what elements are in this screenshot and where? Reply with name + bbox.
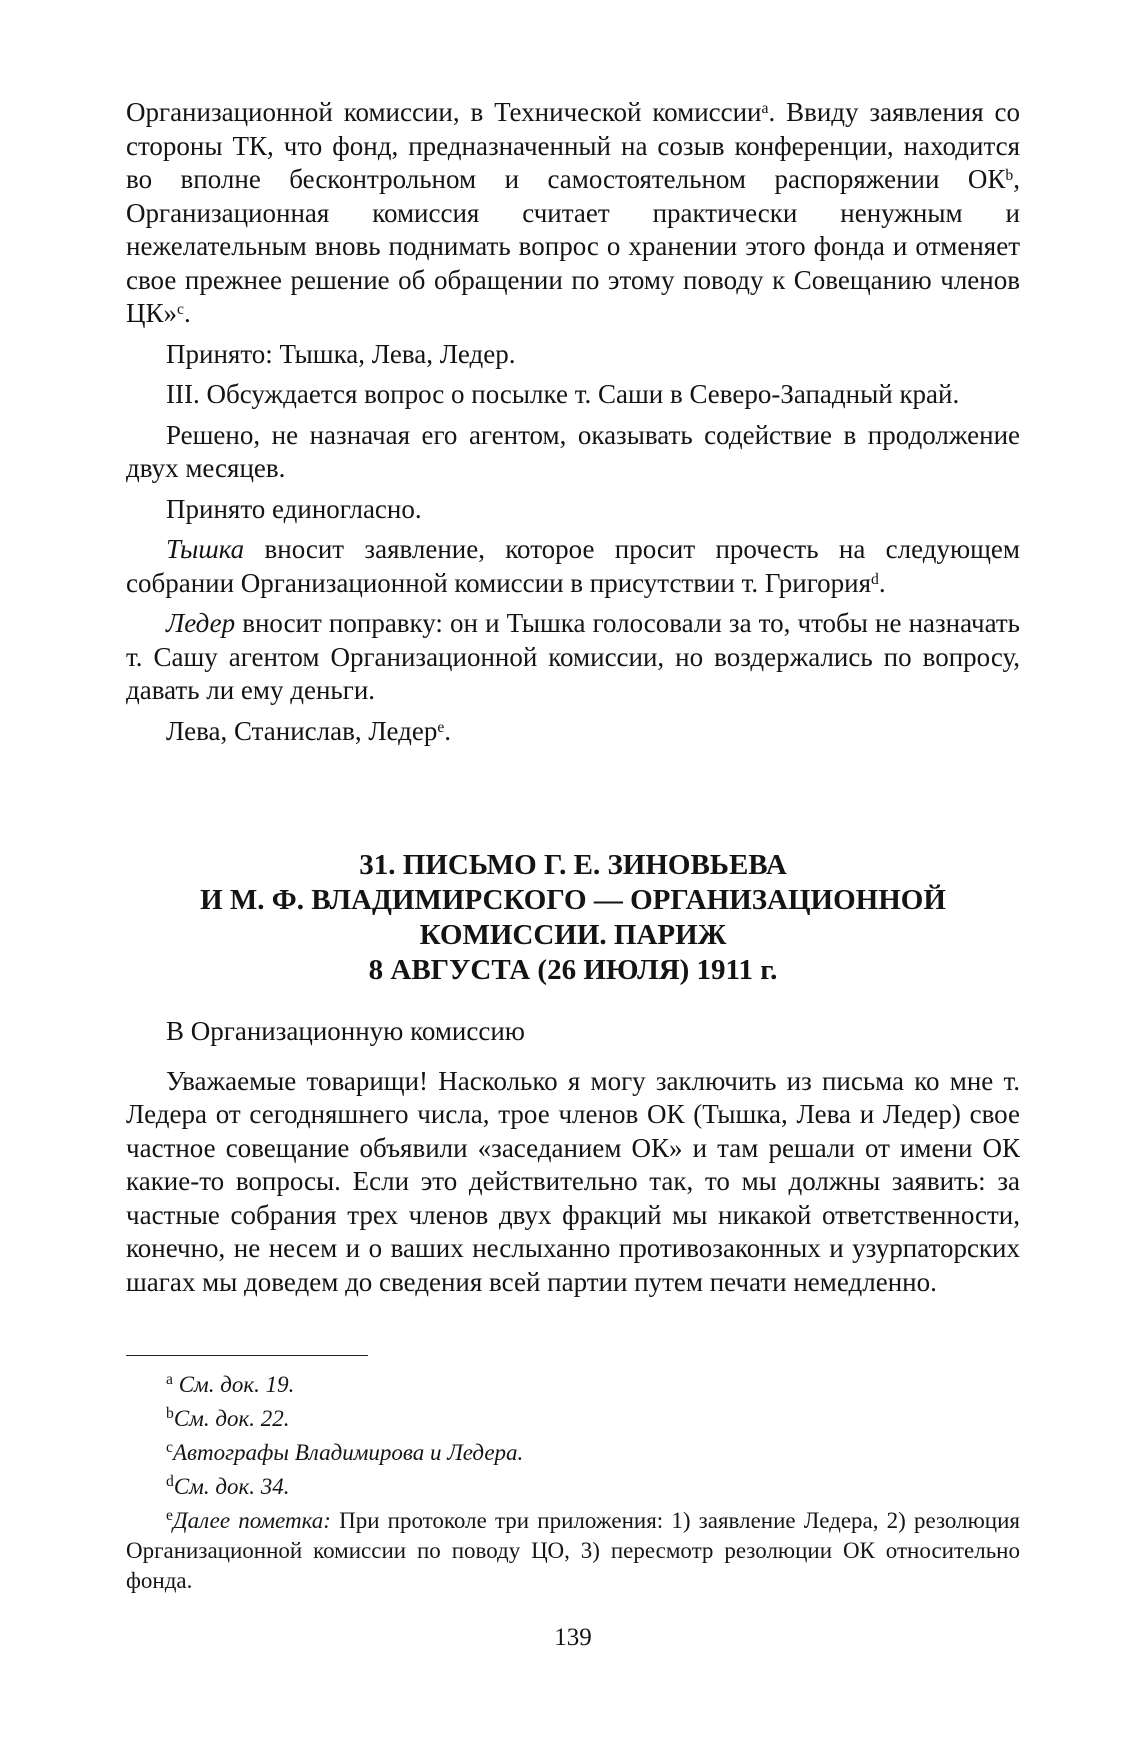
text-run: Лева, Станислав, Ледер xyxy=(166,715,438,746)
text-run: Организационной комиссии, в Технической комиссии xyxy=(126,97,762,127)
page-number: 139 xyxy=(554,1624,592,1651)
paragraph: Принято: Тышка, Лева, Ледер. xyxy=(166,338,516,369)
text-run: вносит поправку: он и Тышка голосовали за то, чтобы не назначать т. Сашу агентом Организационной комиссии, но воздержались по вопросу, давать ли ему деньги. xyxy=(126,608,1020,705)
paragraph: Решено, не назначая его агентом, оказывать содействие в продолжение двух месяцев. xyxy=(126,419,1020,483)
footnote-ref: c xyxy=(177,301,184,319)
footnote-mark: b xyxy=(166,1405,174,1423)
letter-address: В Организационную комиссию xyxy=(166,1016,525,1046)
text-run: . xyxy=(444,715,452,746)
footnote xyxy=(126,1438,1020,1468)
footnote-mark: d xyxy=(166,1473,174,1491)
paragraph: Принято единогласно. xyxy=(166,493,422,524)
footnote xyxy=(126,1472,1020,1502)
text-run: . xyxy=(878,567,886,598)
footnote-ref: e xyxy=(437,718,445,736)
heading-line: 8 АВГУСТА (26 ИЮЛЯ) 1911 г. xyxy=(368,954,778,986)
paragraph xyxy=(126,533,1020,600)
text-run: . xyxy=(183,298,191,328)
text-run: . Ввиду заявления со стороны ТК, что фонд, предназначенный на созыв конференции, находится во вполне бесконтрольном и самостоятельном распоряжении ОК xyxy=(126,97,1020,194)
footnotes xyxy=(126,1370,1020,1600)
person-name: Тышка xyxy=(166,534,245,564)
footnote-label: Далее пометка: xyxy=(172,1508,331,1533)
footnote-text: См. док. 22. xyxy=(173,1406,290,1431)
footnote xyxy=(126,1506,1020,1596)
footnote-divider xyxy=(126,1355,368,1356)
footnote-mark: c xyxy=(166,1439,173,1457)
text-run: , Организационная комиссия считает практически ненужным и нежелательным вновь поднимать вопрос о хранении этого фонда и отменяет свое прежнее решение об обращении по этому поводу к Совещанию членов ЦК» xyxy=(126,164,1020,328)
footnote-ref: b xyxy=(1005,167,1014,185)
footnote xyxy=(126,1404,1020,1434)
paragraph: III. Обсуждается вопрос о посылке т. Саши в Северо-Западный край. xyxy=(166,379,960,409)
heading-line: КОМИССИИ. ПАРИЖ xyxy=(419,919,727,951)
footnote-mark: e xyxy=(166,1507,173,1525)
footnote-text: Автографы Владимирова и Ледера. xyxy=(172,1440,524,1465)
paragraph xyxy=(126,96,1020,331)
footnote-ref: d xyxy=(871,570,879,588)
text-run: вносит заявление, которое просит прочесть на следующем собрании Организационной комиссии в присутствии т. Григория xyxy=(126,534,1020,598)
letter-body xyxy=(126,1015,1020,1299)
footnote-text: При протоколе три приложения: 1) заявление Ледера, 2) резолюция Организационной комиссии по поводу ЦО, 3) пересмотр резолюции ОК относительно фонда. xyxy=(126,1508,1020,1593)
footnote-ref: a xyxy=(761,100,769,118)
person-name: Ледер xyxy=(166,608,236,638)
footnote xyxy=(126,1370,1020,1400)
protocol-continuation xyxy=(126,96,1020,748)
paragraph xyxy=(126,607,1020,708)
heading-line: И М. Ф. ВЛАДИМИРСКОГО — ОРГАНИЗАЦИОННОЙ xyxy=(200,884,946,916)
footnote-text: См. док. 34. xyxy=(173,1474,290,1499)
paragraph xyxy=(126,715,1020,749)
heading-line: 31. ПИСЬМО Г. Е. ЗИНОВЬЕВА xyxy=(359,849,787,881)
paragraph: Уважаемые товарищи! Насколько я могу заключить из письма ко мне т. Ледера от сегодняшнего числа, трое членов ОК (Тышка, Лева и Ледер) свое частное совещание объявили «заседанием ОК» и там решали от имени ОК какие-то вопросы. Если это действительно так, то мы должны заявить: за частные собрания трех членов двух фракций мы никакой ответственности, конечно, не несем и о ваших неслыханно противозаконных и узурпаторских шагах мы доведем до сведения всей партии путем печати немедленно. xyxy=(126,1065,1020,1297)
document-heading xyxy=(126,848,1020,988)
footnote-mark: a xyxy=(166,1371,173,1389)
footnote-text: См. док. 19. xyxy=(178,1372,295,1397)
